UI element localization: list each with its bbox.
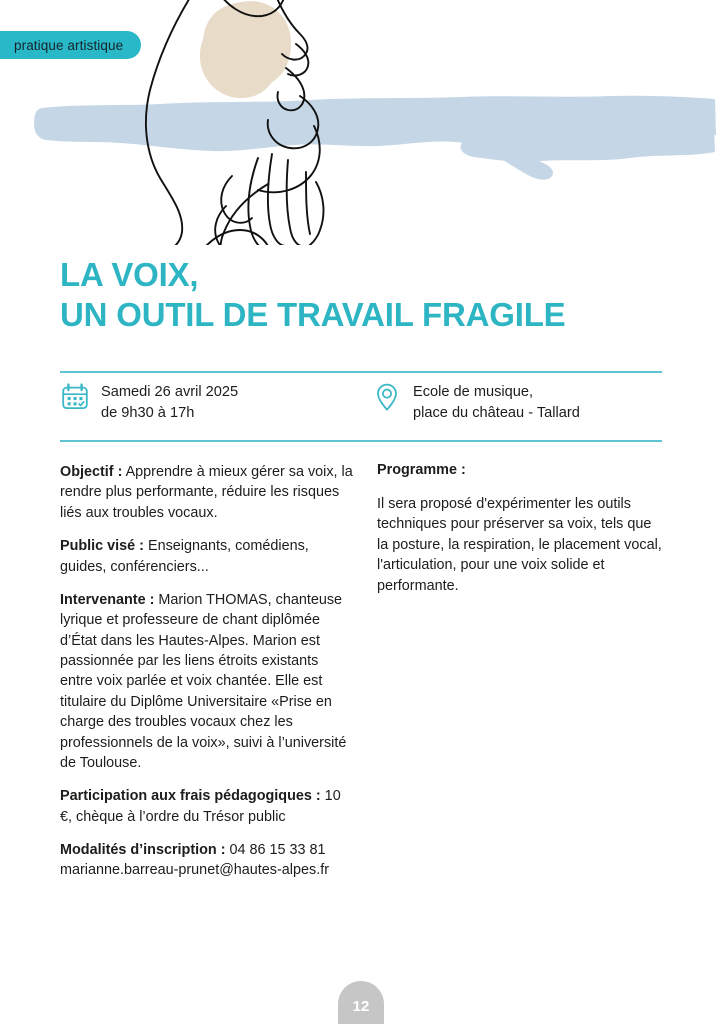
paragraph-intervenante-label: Intervenante : [60, 591, 155, 608]
programme-heading: Programme : [377, 462, 466, 478]
paragraph-objectif [60, 462, 355, 523]
event-place-block [372, 381, 662, 433]
page-title-line-1: LA VOIX, [60, 256, 199, 293]
event-date-line-1: Samedi 26 avril 2025 [101, 384, 239, 400]
event-date-line-2: de 9h30 à 17h [101, 404, 195, 421]
paragraph-intervenante [60, 590, 355, 773]
event-place-line-1: Ecole de musique, [413, 384, 534, 400]
paragraph-objectif-text: Apprendre à mieux gérer sa voix, la rendre plus performante, réduire les risques liés aux troubles vocaux. [60, 464, 353, 521]
hand-fingers-line [204, 154, 323, 245]
page-number-tab [338, 981, 384, 1024]
programme-text: Il sera proposé d'expérimenter les outils techniques pour préserver sa voix, tels que la posture, la respiration, le placement vocal, l'articulation, pour une voix solide et performante. [377, 496, 662, 594]
paragraph-intervenante-text: Marion THOMAS, chanteuse lyrique et professeure de chant diplômée d’État dans les Hautes-Alpes. Marion est passionnée par les liens étroits existants entre voix parlée et voix chantée. Elle est titulaire du Diplôme Universitaire «Prise en charge des troubles vocaux chez les professionnels de la voix», suivi à l’université de Toulouse. [60, 591, 347, 771]
paragraph-modalites-label: Modalités d’inscription : [60, 842, 226, 858]
column-left [60, 462, 355, 881]
content-columns [60, 462, 662, 881]
paragraph-objectif-label: Objectif : [60, 464, 123, 480]
divider-bottom [60, 440, 662, 442]
page-title-line-2: UN OUTIL DE TRAVAIL FRAGILE [60, 296, 566, 334]
paragraph-modalites [60, 840, 355, 881]
paragraph-public-vise-text: Enseignants, comédiens, guides, conférenciers... [60, 538, 309, 575]
page-number-label: 12 [352, 998, 370, 1015]
paragraph-modalites-text: 04 86 15 33 81 marianne.barreau-prunet@hautes-alpes.fr [60, 842, 329, 879]
event-place-text [413, 381, 580, 423]
paragraph-participation [60, 786, 355, 827]
map-pin-icon [372, 381, 402, 417]
category-badge [0, 31, 141, 59]
category-badge-label: pratique artistique [14, 37, 124, 53]
paragraph-public-vise [60, 536, 355, 577]
column-right [377, 462, 662, 881]
divider-top [60, 371, 662, 373]
page-title [60, 255, 680, 336]
paragraph-public-vise-label: Public visé : [60, 538, 144, 555]
paragraph-participation-text: 10 €, chèque à l’ordre du Trésor public [60, 788, 341, 825]
paragraph-participation-label: Participation aux frais pédagogiques : [60, 788, 321, 805]
event-date-text [101, 381, 238, 423]
event-date-block [60, 381, 372, 433]
event-place-line-2: place du château - Tallard [413, 404, 580, 421]
event-info-band [60, 381, 662, 433]
calendar-icon [60, 381, 90, 417]
